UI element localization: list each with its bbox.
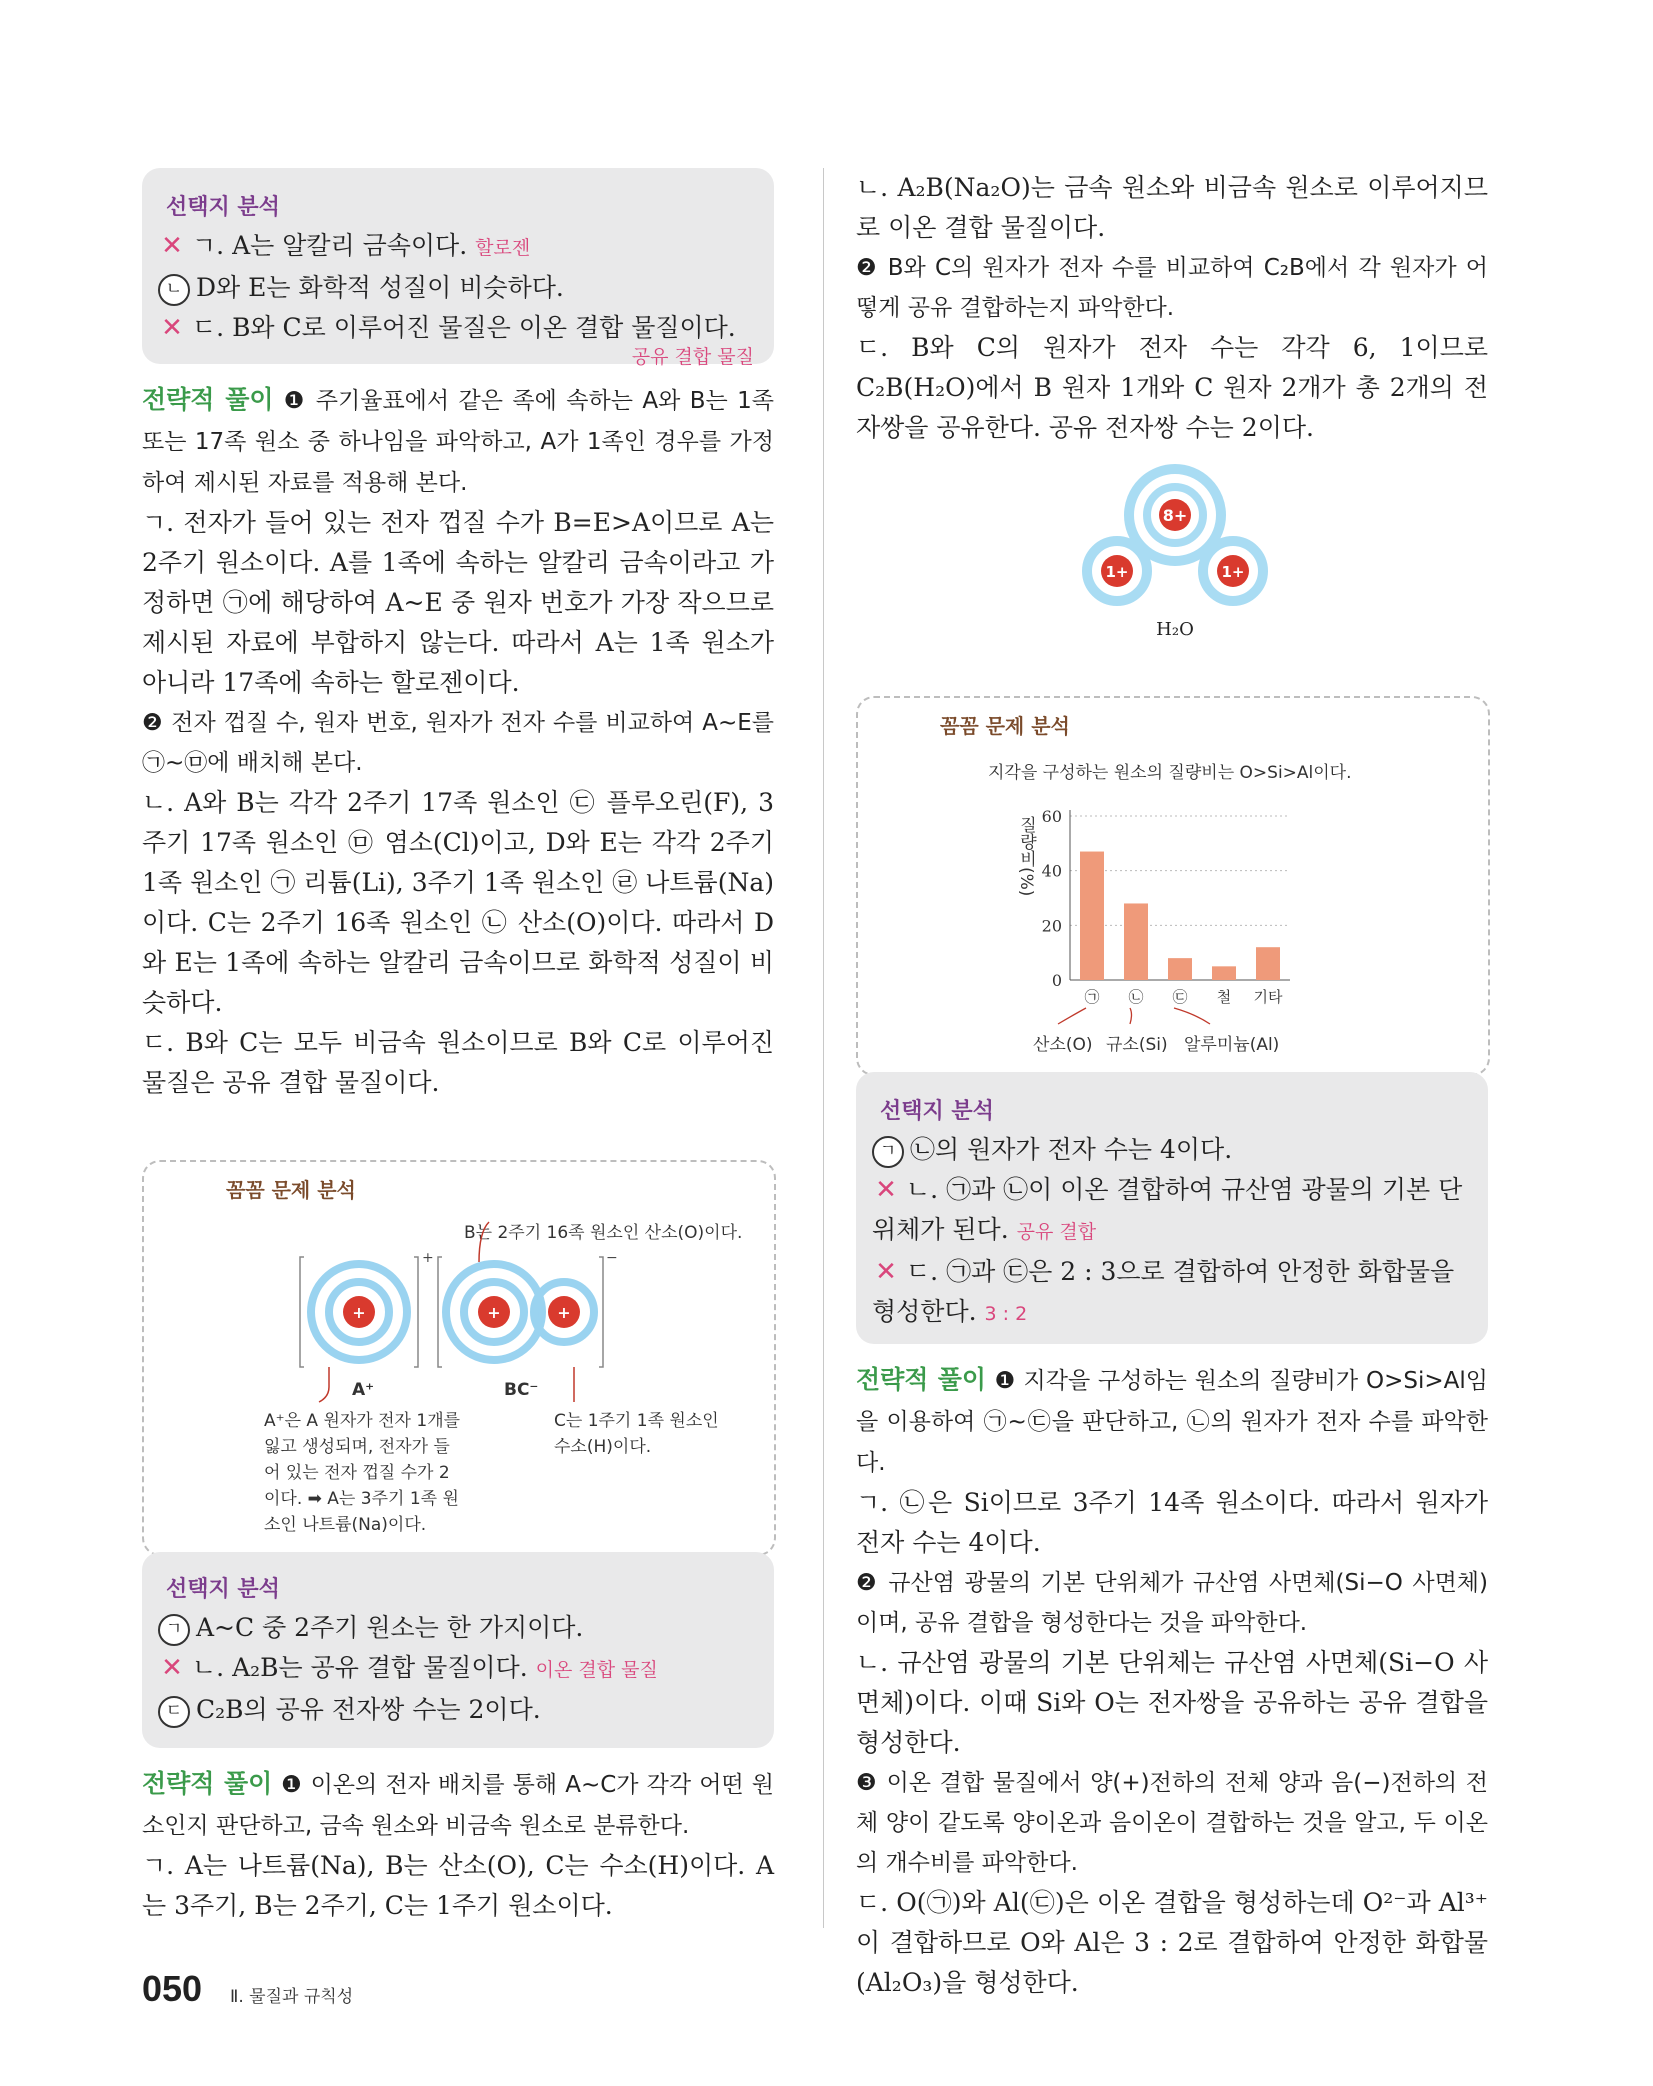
q03-solution-para-1: 전략적 풀이 ❶ 지각을 구성하는 원소의 질량비가 O>Si>Al임을 이용하여 ㉠~㉢을 판단하고, ㉡의 원자가 전자 수를 파악한다. [856,1365,1488,1476]
y-axis-label: 질량비(%) [1016,816,1036,897]
q02-analysis-title: 선택지 분석 [166,1577,280,1602]
q01-solution-para-4: ㄴ. A와 B는 각각 2주기 17족 원소인 ㉢ 플루오린(F), 3주기 17족 원소인 ㉤ 염소(Cl)이고, D와 E는 각각 2주기 1족 원소인 ㉠ 리튬(Li), 3주기 1족 원소인 ㉣ 나트륨(Na)이다. C는 2주기 16족 원소인 ㉡ 산소(O)이다. 따라서 D와 E는 1족에 속하는 알칼리 금속이므로 화학적 성질이 비슷하다. [142,788,774,1017]
q02-tag: 꼼꼼 문제 분석 [226,1178,356,1202]
q03-problem-analysis-box [856,696,1490,1076]
y-tick-label: 60 [1041,807,1062,826]
element-name-o: 산소(O) [1033,1035,1093,1055]
wrong-mark-icon: ✕ [161,231,183,261]
q03-option-analysis-box [856,1072,1488,1344]
q02-problem-analysis-box [142,1160,776,1556]
pointer-arrow [1174,1008,1210,1024]
element-name-si: 규소(Si) [1106,1035,1168,1055]
q02-solution-para-3: ㄴ. A₂B(Na₂O)는 금속 원소와 비금속 원소로 이루어지므로 이온 결합 물질이다. [856,173,1488,242]
q02-solution-para-4: ❷ B와 C의 원자가 전자 수를 비교하여 C₂B에서 각 원자가 어떻게 공유 결합하는지 파악한다. [856,255,1488,321]
h2o-label: H₂O [1156,619,1194,640]
bar [1124,903,1148,980]
q03-solution-para-5: ❸ 이온 결합 물질에서 양(+)전하의 전체 양과 음(−)전하의 전체 양이 같도록 양이온과 음이온이 결합하는 것을 알고, 두 이온의 개수비를 파악한다. [856,1770,1488,1876]
category-label: ㉠ [1084,988,1100,1006]
category-label: 기타 [1253,988,1283,1006]
q02-option-1: ㄱ A~C 중 2주기 원소는 한 가지이다. [158,1608,768,1648]
q01-option-analysis-box [142,168,774,368]
q03-bar-chart [858,698,1488,1074]
q01-option-3-correction: 공유 결합 물질 [631,346,754,368]
element-name-al: 알루미늄(Al) [1184,1035,1280,1055]
q01-options [158,226,768,368]
bc-minus-ion [446,1264,594,1360]
pointer-arrow [1058,1008,1086,1024]
q02-note-a: A⁺은 A 원자가 전자 1개를 잃고 생성되며, 전자가 들어 있는 전자 껍질 수가 2이다. ➡ A는 3주기 1족 원소인 나트륨(Na)이다. [264,1411,461,1535]
svg-text:+: + [352,1303,366,1322]
q03-chart-note: 지각을 구성하는 원소의 질량비는 O>Si>Al이다. [988,763,1352,783]
category-label: ㉢ [1172,988,1188,1006]
q02-label-bc: BC⁻ [504,1380,539,1400]
q02-solution-para-5: ㄷ. B와 C의 원자가 전자 수는 각각 6, 1이므로 C₂B(H₂O)에서 B 원자 1개와 C 원자 2개가 총 2개의 전자쌍을 공유한다. 공유 전자쌍 수는 2이다. [856,333,1488,442]
svg-text:+: + [487,1303,501,1322]
wrong-mark-icon: ✕ [875,1257,897,1287]
q01-option-1: ✕ ㄱ. A는 알칼리 금속이다. 할로젠 [158,226,768,268]
h2o-h-charge-left: 1+ [1105,563,1129,581]
correct-circle-icon: ㄷ [158,1696,190,1728]
pointer-arrow [1130,1008,1132,1024]
q03-option-3: ✕ ㄷ. ㉠과 ㉢은 2 : 3으로 결합하여 안정한 화합물을 형성한다. 3 : 2 [872,1252,1472,1334]
q03-solution-para-4: ㄴ. 규산염 광물의 기본 단위체는 규산염 사면체(Si−O 사면체)이다. 이때 Si와 O는 전자쌍을 공유하는 공유 결합을 형성한다. [856,1648,1488,1757]
q01-option-2: ㄴ D와 E는 화학적 성질이 비슷하다. [158,268,768,308]
q01-solution [142,380,774,1103]
category-label: ㉡ [1128,988,1144,1006]
q03-tag: 꼼꼼 문제 분석 [940,714,1070,738]
bar [1168,958,1192,980]
h2o-h-charge-right: 1+ [1221,563,1245,581]
h2o-molecule-diagram [1065,455,1285,645]
q03-option-2: ✕ ㄴ. ㉠과 ㉡이 이온 결합하여 규산염 광물의 기본 단위체가 된다. 공유 결합 [872,1170,1472,1252]
correct-circle-icon: ㄱ [872,1136,904,1168]
y-tick-label: 0 [1051,971,1062,990]
q01-solution-para-5: ㄷ. B와 C는 모두 비금속 원소이므로 B와 C로 이루어진 물질은 공유 결합 물질이다. [142,1028,774,1097]
bar [1080,852,1104,980]
q01-analysis-title: 선택지 분석 [166,195,280,220]
q02-solution-para-2: ㄱ. A는 나트륨(Na), B는 산소(O), C는 수소(H)이다. A는 3주기, B는 2주기, C는 1주기 원소이다. [142,1851,774,1920]
q01-solution-para-1: 전략적 풀이 ❶ 주기율표에서 같은 족에 속하는 A와 B는 1족 또는 17족 원소 중 하나임을 파악하고, A가 1족인 경우를 가정하여 제시된 자료를 적용해 본다. [142,385,774,496]
q02-option-3: ㄷ C₂B의 공유 전자쌍 수는 2이다. [158,1690,768,1730]
svg-text:+: + [422,1250,434,1266]
q02-note-b: B는 2주기 16족 원소인 산소(O)이다. [464,1223,743,1243]
wrong-mark-icon: ✕ [161,313,183,343]
q01-solution-para-2: ㄱ. 전자가 들어 있는 전자 껍질 수가 B=E>A이므로 A는 2주기 원소이다. A를 1족에 속하는 알칼리 금속이라고 가정하면 ㉠에 해당하여 A~E 중 원자 번호가 가장 작으므로 제시된 자료에 부합하지 않는다. 따라서 A는 1족 원소가 아니라 17족에 속하는 할로젠이다. [142,508,774,697]
q03-options [872,1130,1472,1334]
a-plus-ion [311,1264,407,1360]
bar [1256,947,1280,980]
y-tick-label: 20 [1041,916,1062,936]
q02-option-analysis-box [142,1552,774,1748]
q03-analysis-title: 선택지 분석 [880,1099,994,1124]
svg-text:−: − [606,1250,618,1266]
column-divider [823,168,824,1928]
bar [1212,966,1236,980]
q02-options [158,1608,768,1730]
page-number: 050 [142,1968,203,2009]
q03-solution [856,1360,1488,2003]
q02-solution-right [856,168,1488,448]
correct-circle-icon: ㄴ [158,274,190,306]
q01-solution-para-3: ❷ 전자 껍질 수, 원자 번호, 원자가 전자 수를 비교하여 A~E를 ㉠~㉤에 배치해 본다. [142,710,774,776]
q02-label-a: A⁺ [352,1380,375,1400]
category-label: 철 [1216,988,1232,1006]
svg-text:+: + [557,1303,571,1322]
wrong-mark-icon: ✕ [875,1175,897,1205]
q02-option-2: ✕ ㄴ. A₂B는 공유 결합 물질이다. 이온 결합 물질 [158,1648,768,1690]
q03-option-1: ㄱ ㉡의 원자가 전자 수는 4이다. [872,1130,1472,1170]
q02-solution-para-1: 전략적 풀이 ❶ 이온의 전자 배치를 통해 A~C가 각각 어떤 원소인지 판단하고, 금속 원소와 비금속 원소로 분류한다. [142,1769,774,1839]
q02-note-c: C는 1주기 1족 원소인 수소(H)이다. [554,1411,719,1457]
q02-solution-left [142,1764,774,1926]
wrong-mark-icon: ✕ [161,1653,183,1683]
correct-circle-icon: ㄱ [158,1614,190,1646]
q03-solution-para-6: ㄷ. O(㉠)와 Al(㉢)은 이온 결합을 형성하는데 O²⁻과 Al³⁺이 결합하므로 O와 Al은 3 : 2로 결합하여 안정한 화합물(Al₂O₃)을 형성한다. [856,1888,1488,1997]
h2o-center-charge: 8+ [1162,506,1188,525]
q01-option-3: ✕ ㄷ. B와 C로 이루어진 물질은 이온 결합 물질이다. [158,308,768,348]
y-tick-label: 40 [1041,861,1062,881]
section-title: Ⅱ. 물질과 규칙성 [230,1987,354,2007]
q03-solution-para-3: ❷ 규산염 광물의 기본 단위체가 규산염 사면체(Si−O 사면체)이며, 공유 결합을 형성한다는 것을 파악한다. [856,1570,1488,1636]
q03-solution-para-2: ㄱ. ㉡은 Si이므로 3주기 14족 원소이다. 따라서 원자가 전자 수는 4이다. [856,1488,1488,1557]
